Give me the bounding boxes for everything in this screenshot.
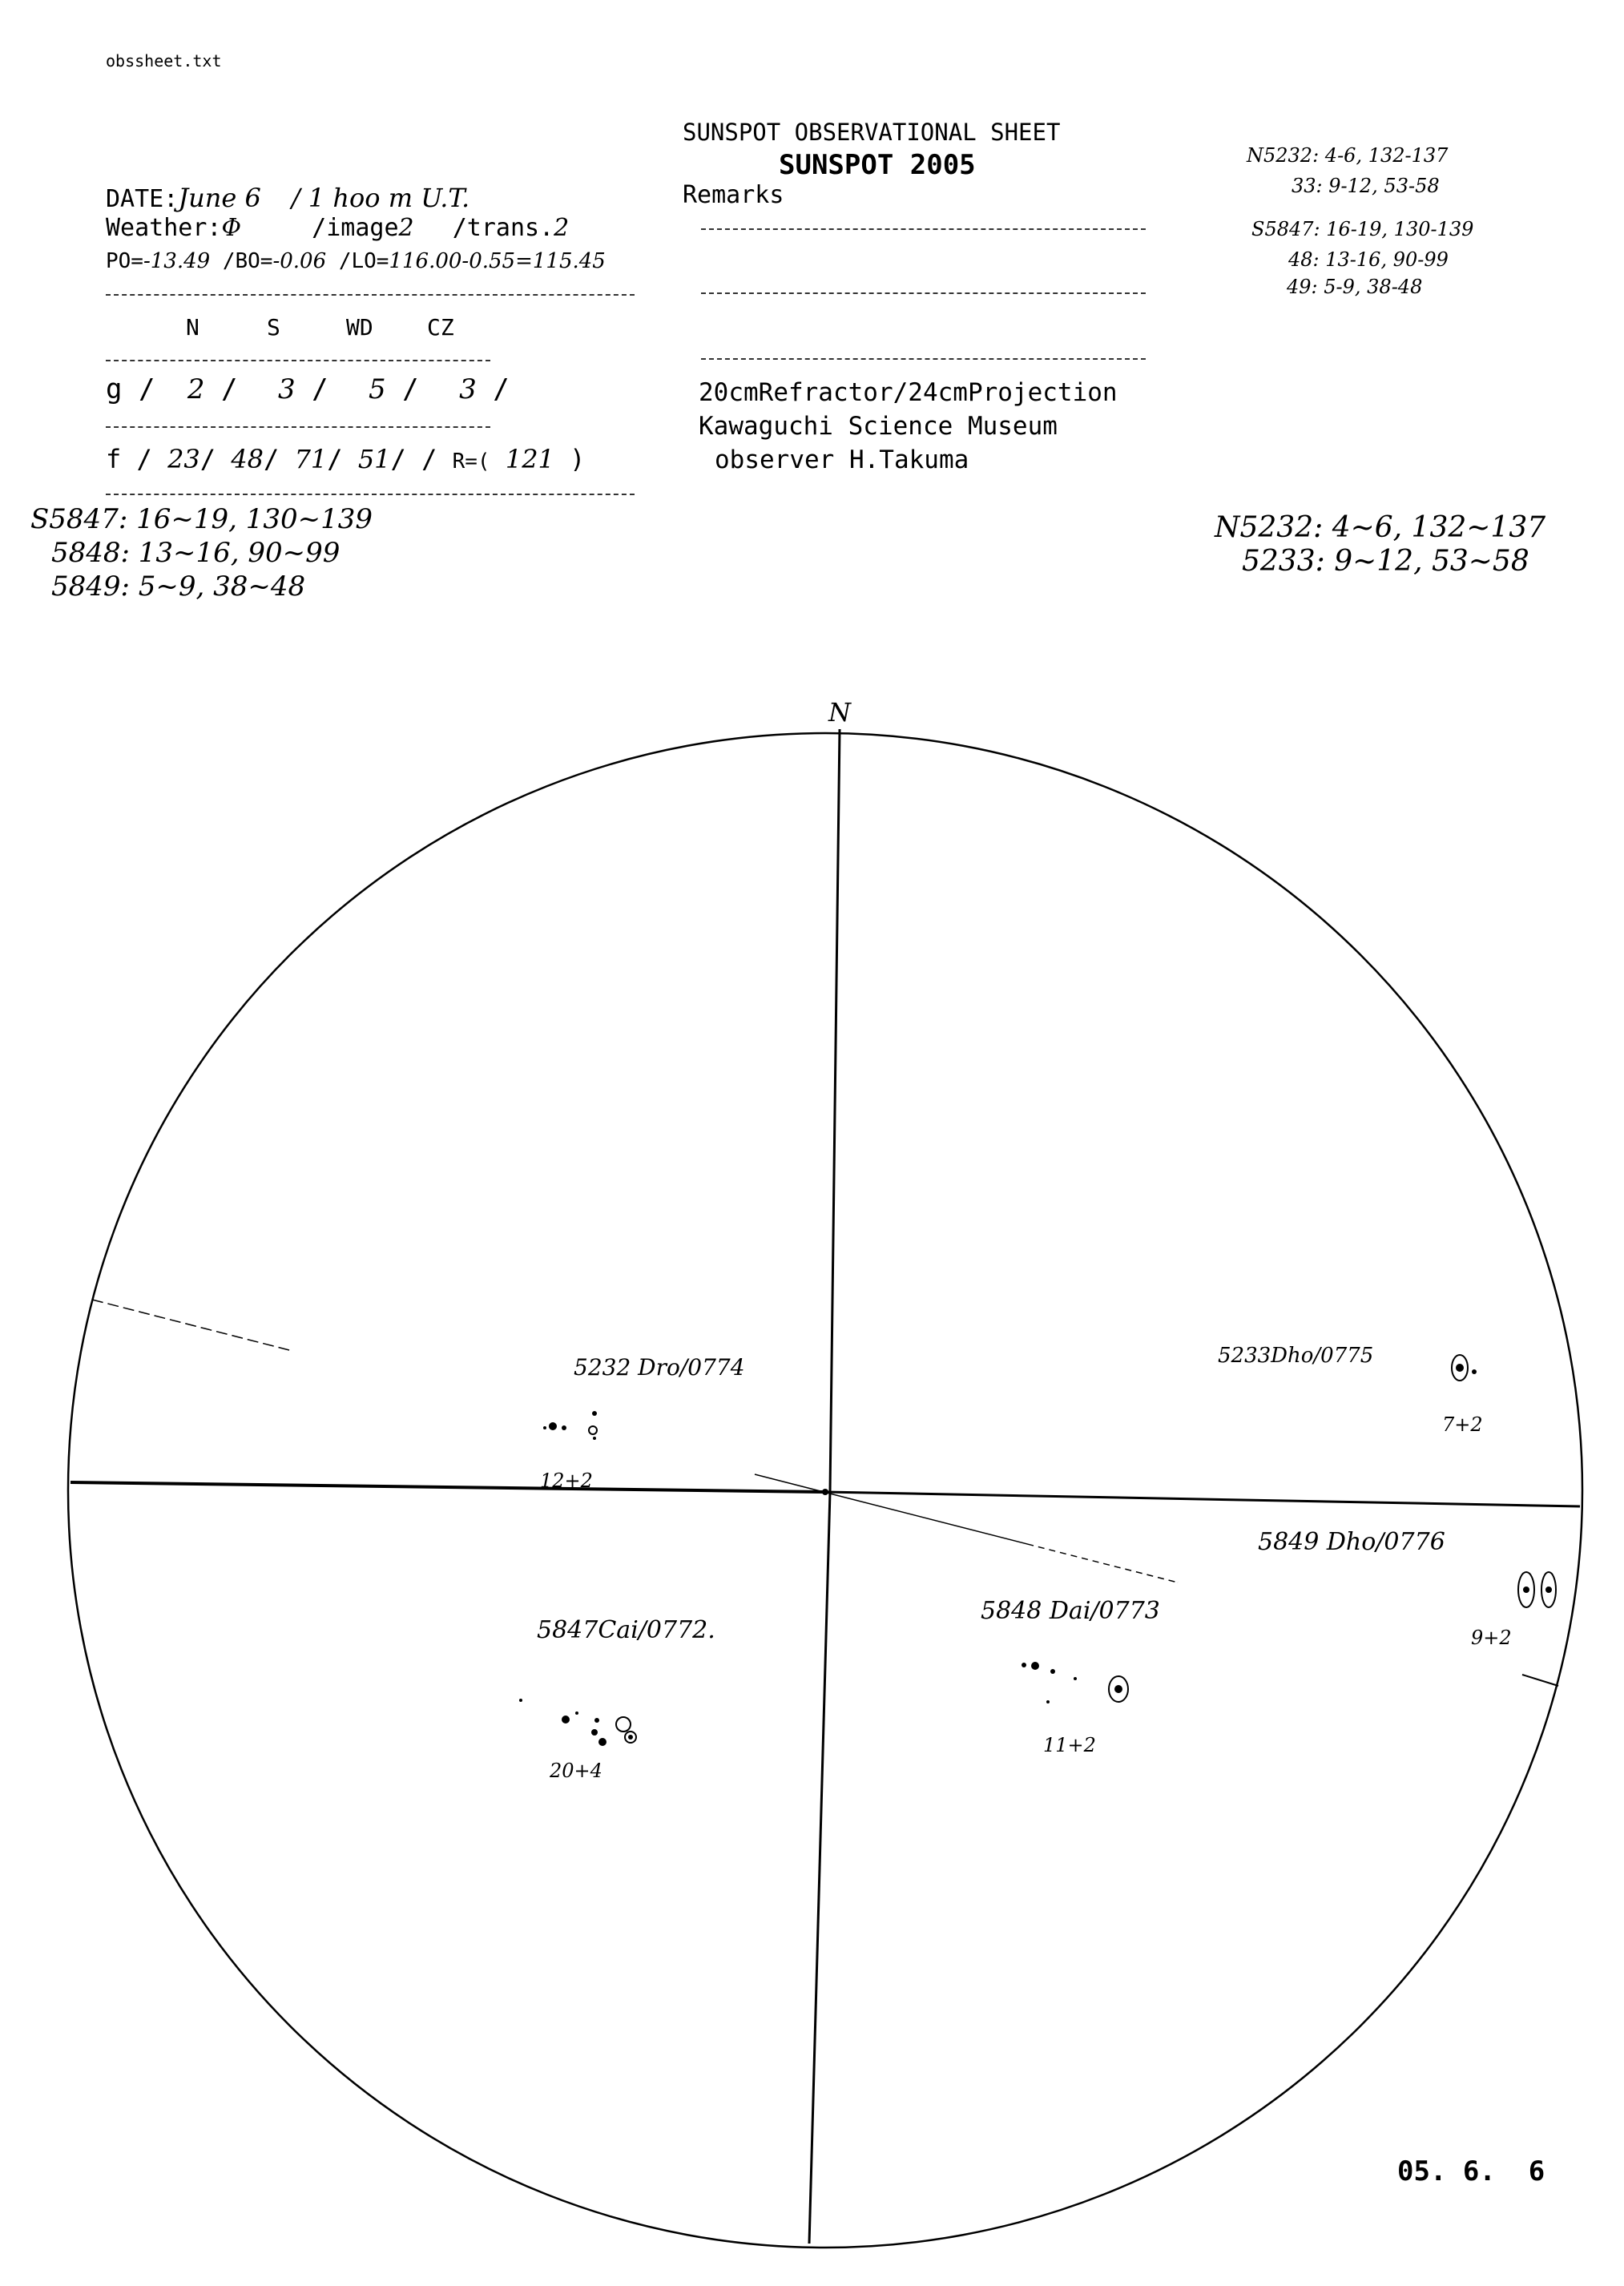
date-value: June 6 [178,183,261,213]
axis-east-west-right [825,1492,1580,1506]
group-5233-label: 5233Dho/0775 [1218,1344,1374,1368]
group-5849-spots [1518,1572,1556,1607]
group-5233-spots [1452,1355,1477,1381]
r-label: R=( [452,450,490,474]
note-top-right-2: 33: 9-12, 53-58 [1292,175,1440,197]
count-col-cz: CZ [427,314,454,341]
sheet-title: SUNSPOT OBSERVATIONAL SHEET [683,119,1061,146]
g-value-s: 3 [277,373,296,405]
sheet-subtitle: SUNSPOT 2005 [779,149,976,181]
equipment-line-2: Kawaguchi Science Museum [699,412,1058,441]
note-top-right-3: S5847: 16-19, 130-139 [1251,218,1474,240]
group-5847-count: 20+4 [550,1760,602,1782]
footer-date: 05. 6. 6 [1397,2155,1545,2187]
axis-north-south-upper [830,729,840,1492]
g-row: g / 2 / 3 / 5 / 3 / [106,373,510,405]
equator-line [755,1474,1178,1582]
l0-label: /LO= [338,249,389,273]
note-top-right-4: 48: 13-16, 90-99 [1288,248,1449,271]
f-value-wd: 71 [294,444,328,474]
axis-east-west-left [71,1482,825,1492]
weather-value: Φ [221,214,242,242]
trans-label: /trans. [452,214,554,242]
b0-label: /BO= [222,249,273,273]
note-top-right-1: N5232: 4-6, 132-137 [1247,144,1449,167]
group-5848-count: 11+2 [1043,1734,1096,1756]
note-right-2: 5233: 9~12, 53~58 [1242,545,1529,578]
group-5847-label: 5847Cai/0772. [537,1616,715,1644]
note-right-1: N5232: 4~6, 132~137 [1215,511,1546,544]
l0-value: 116.00-0.55=115.45 [389,249,606,273]
time-value: / 1 hoo m U.T. [291,183,470,213]
f-row: f / 23/ 48/ 71/ 51/ / R=( 121 ) [106,444,586,474]
count-col-s: S [267,314,280,341]
remarks-label: Remarks [683,181,784,209]
g-label: g / [106,373,155,405]
image-label: /image [312,214,399,242]
group-5233-count: 7+2 [1442,1413,1483,1436]
date-label: DATE: [106,185,179,213]
r-close: ) [570,444,586,474]
disk-center [822,1489,828,1495]
equipment-line-1: 20cmRefractor/24cmProjection [699,378,1118,407]
limb-mark-left [92,1300,292,1351]
note-left-1: S5847: 16~19, 130~139 [30,503,373,535]
count-col-n: N [186,314,199,341]
g-value-cz: 3 [459,373,477,405]
note-left-3: 5849: 5~9, 38~48 [51,570,306,603]
group-5848-label: 5848 Dai/0773 [981,1597,1160,1625]
group-5232-label: 5232 Dro/0774 [574,1354,745,1381]
limb-mark-right [1522,1675,1558,1686]
count-col-wd: WD [346,314,373,341]
g-value-n: 2 [187,373,205,405]
f-value-cz: 51 [357,444,391,474]
r-value: 121 [505,444,554,474]
axis-north-south-lower [809,1492,830,2244]
f-label: f / [106,444,152,474]
note-top-right-5: 49: 5-9, 38-48 [1287,276,1423,298]
group-5849-count: 9+2 [1471,1627,1512,1649]
group-5848-spots [1022,1662,1128,1703]
g-value-wd: 5 [369,373,386,405]
p0-value: -13.49 [143,249,211,273]
group-5849-label: 5849 Dho/0776 [1258,1528,1445,1556]
f-value-s: 48 [231,444,264,474]
equipment-line-3: observer H.Takuma [715,446,969,474]
f-value-n: 23 [167,444,200,474]
group-5232-count: 12+2 [540,1470,593,1492]
weather-label: Weather: [106,214,222,242]
north-label: N [828,697,851,728]
group-5232-spots [543,1411,597,1440]
group-5847-spots [519,1699,636,1746]
image-value: 2 [398,214,414,242]
p0-label: PO= [106,249,143,273]
b0-value: -0.06 [272,249,327,273]
file-label: obssheet.txt [106,51,222,71]
trans-value: 2 [554,214,570,242]
note-left-2: 5848: 13~16, 90~99 [51,537,341,569]
